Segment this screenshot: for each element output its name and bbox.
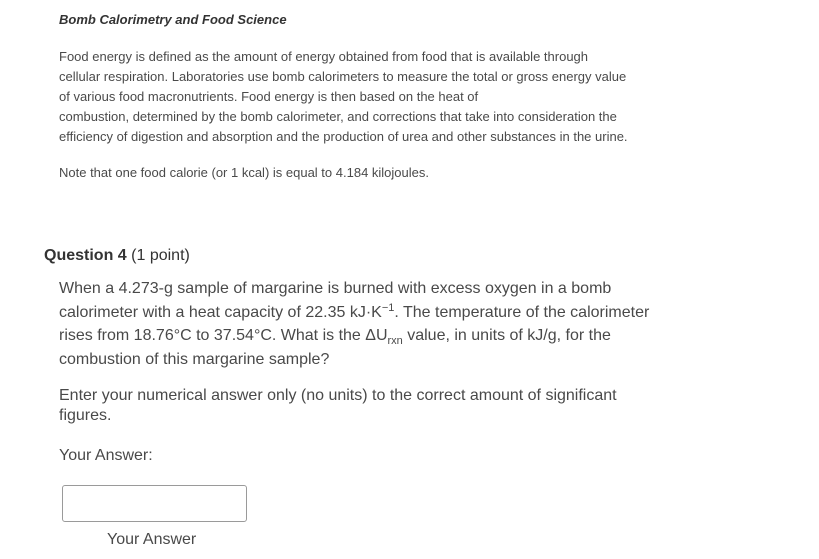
intro-title: Bomb Calorimetry and Food Science [59,12,287,27]
question-text: value, in units of kJ/g, for the [402,327,611,344]
subscript: rxn [387,335,403,347]
intro-line: of various food macronutrients. Food energy is then based on the heat of [59,89,479,104]
intro-paragraph [59,47,719,147]
question-header [44,245,190,267]
question-text: calorimeter with a heat capacity of 22.35 kJ·K [59,303,382,321]
instruction-line: figures. [59,407,112,424]
question-text: rises from 18.76°C to 37.54°C. What is the ΔU [59,327,388,344]
question-line [59,324,739,348]
question-line [59,301,739,325]
question-title: Question 4 [44,247,127,264]
question-prompt [59,277,739,371]
answer-label: Your Answer: [59,447,153,464]
instruction-line: Enter your numerical answer only (no units) to the correct amount of significant [59,387,617,404]
question-body [59,277,739,426]
question-text: . The temperature of the calorimeter [394,303,650,321]
question-line: combustion of this margarine sample? [59,350,330,368]
question-points: (1 point) [131,247,190,264]
intro-section [59,12,719,183]
intro-line: combustion, determined by the bomb calorimeter, and corrections that take into consideration the [59,109,617,124]
intro-line: cellular respiration. Laboratories use bomb calorimeters to measure the total or gross energy value [59,69,627,84]
intro-note: Note that one food calorie (or 1 kcal) is equal to 4.184 kilojoules. [59,165,429,180]
answer-input[interactable] [62,485,247,522]
question-instruction [59,386,739,426]
answer-caption: Your Answer [107,531,197,548]
exponent: −1 [381,301,395,314]
intro-line: efficiency of digestion and absorption and the production of urea and other substances in the urine. [59,129,628,144]
question-line: When a 4.273-g sample of margarine is burned with excess oxygen in a bomb [59,280,612,297]
intro-line: Food energy is defined as the amount of energy obtained from food that is available through [59,49,589,64]
